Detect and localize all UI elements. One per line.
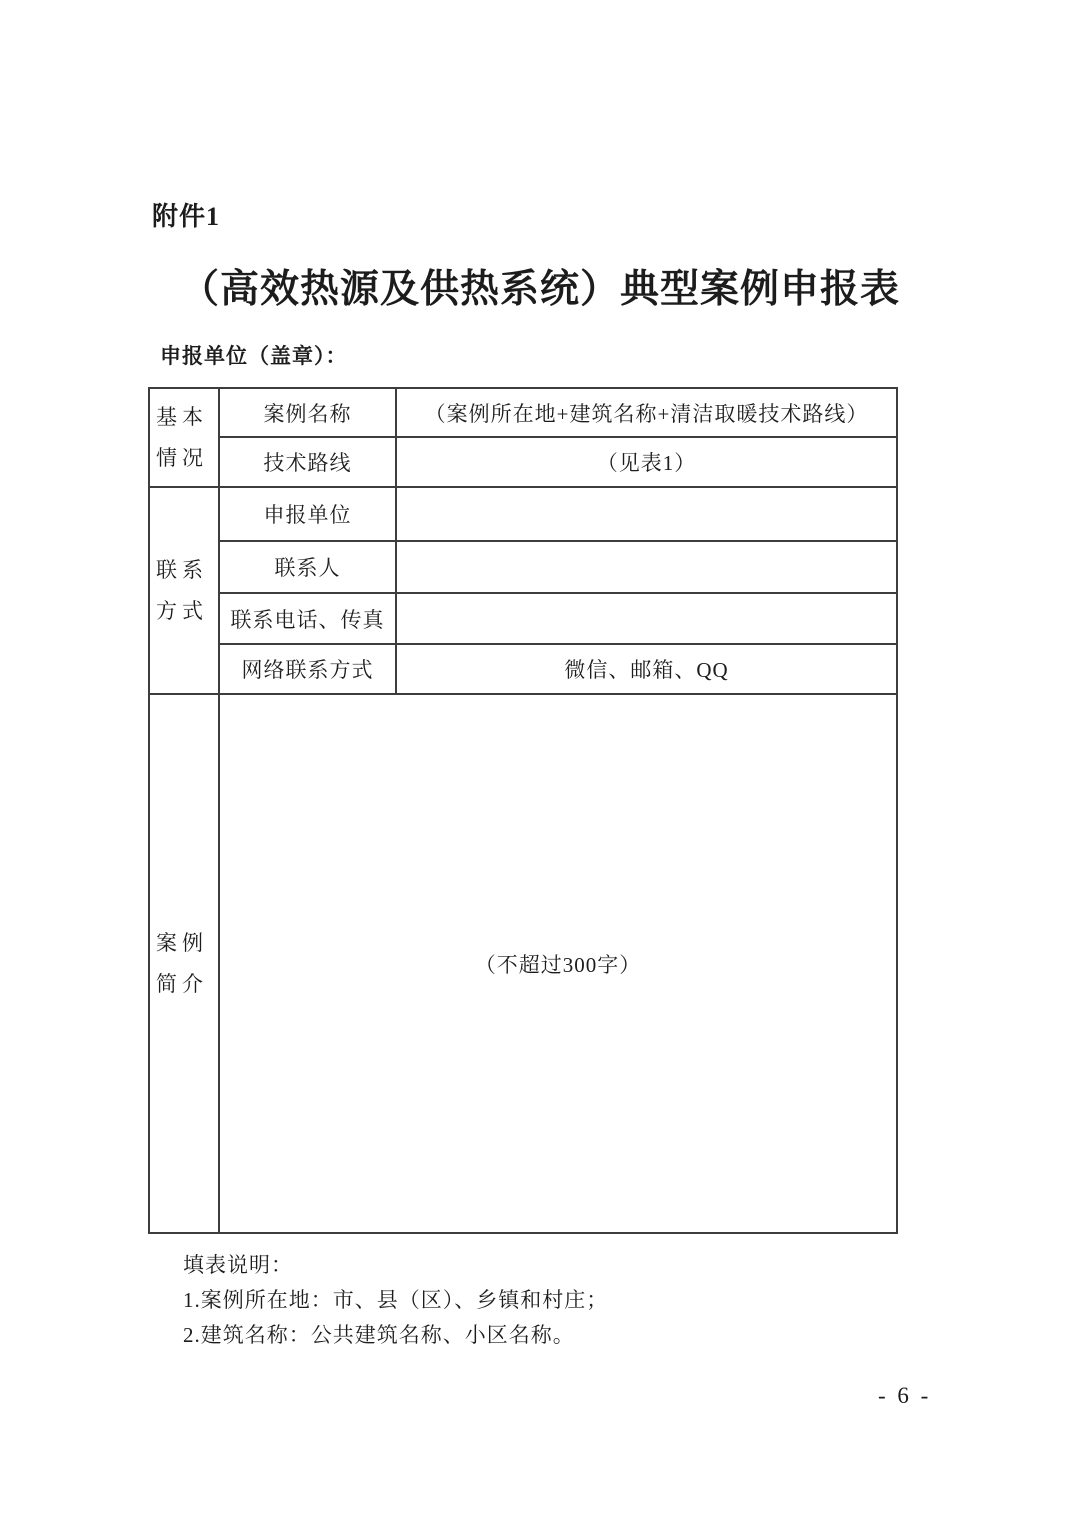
field-online-contact-label: 网络联系方式 — [219, 644, 396, 694]
section-basic-info-label: 基本情况 — [156, 404, 208, 470]
fill-instructions-item-2: 2.建筑名称：公共建筑名称、小区名称。 — [183, 1323, 575, 1347]
field-declare-unit-label: 申报单位 — [219, 487, 396, 541]
page-title: （高效热源及供热系统）典型案例申报表 — [179, 268, 900, 311]
attachment-label: 附件1 — [152, 202, 221, 231]
declare-unit-stamp-label: 申报单位（盖章）： — [160, 344, 348, 368]
table-row — [149, 644, 897, 694]
table-row — [149, 541, 897, 593]
table-row — [149, 694, 897, 1233]
section-case-summary — [149, 694, 219, 1233]
fill-instructions-item-1: 1.案例所在地：市、县（区）、乡镇和村庄； — [183, 1288, 609, 1312]
application-form-table — [148, 387, 898, 1234]
fill-instructions — [183, 1248, 608, 1353]
field-declare-unit-value — [396, 487, 897, 541]
table-row — [149, 593, 897, 644]
table-row — [149, 437, 897, 487]
fill-instructions-heading: 填表说明： — [183, 1253, 293, 1277]
page-number: - 6 - — [878, 1383, 932, 1408]
field-case-name-value: （案例所在地+建筑名称+清洁取暖技术路线） — [396, 388, 897, 437]
field-tech-route-value: （见表1） — [396, 437, 897, 487]
field-contact-person-label: 联系人 — [219, 541, 396, 593]
field-case-name-label: 案例名称 — [219, 388, 396, 437]
field-phone-fax-label: 联系电话、传真 — [219, 593, 396, 644]
field-tech-route-label: 技术路线 — [219, 437, 396, 487]
field-online-contact-value: 微信、邮箱、QQ — [396, 644, 897, 694]
table-row — [149, 388, 897, 437]
section-basic-info — [149, 388, 219, 487]
field-phone-fax-value — [396, 593, 897, 644]
section-contact — [149, 487, 219, 694]
section-case-summary-label: 案例简介 — [156, 930, 208, 996]
table-row — [149, 487, 897, 541]
section-contact-label: 联系方式 — [156, 557, 208, 623]
field-contact-person-value — [396, 541, 897, 593]
field-case-summary-value: （不超过300字） — [219, 694, 897, 1233]
